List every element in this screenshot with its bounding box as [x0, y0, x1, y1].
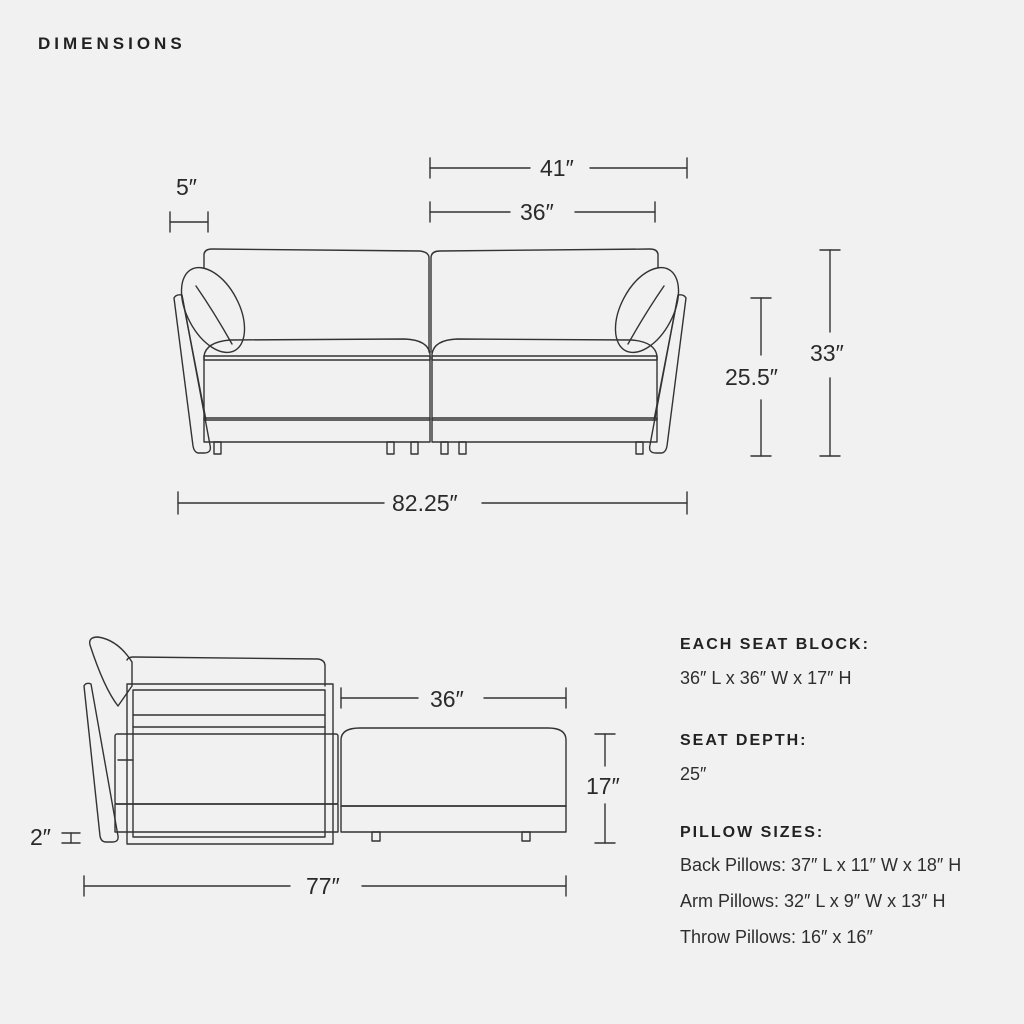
spec-line: 25″ [680, 764, 707, 784]
ottoman-width-label: 36″ [430, 686, 464, 712]
arm-width-label: 5″ [176, 174, 197, 200]
front-view-dimension-lines [170, 155, 840, 514]
total-width-label: 82.25″ [392, 490, 458, 516]
spec-heading: EACH SEAT BLOCK: [680, 636, 870, 653]
spec-line: Arm Pillows: 32″ L x 9″ W x 13″ H [680, 891, 946, 911]
seat-height-label: 25.5″ [725, 364, 778, 390]
total-depth-label: 77″ [306, 873, 340, 899]
seat-width-label: 36″ [520, 199, 554, 225]
seat-block-height-label: 17″ [586, 773, 620, 799]
spec-seat-block [680, 636, 870, 689]
spec-line: Back Pillows: 37″ L x 11″ W x 18″ H [680, 855, 962, 875]
module-width-label: 41″ [540, 155, 574, 181]
clearance-label: 2″ [30, 824, 51, 850]
front-view-sofa [168, 249, 691, 454]
spec-line: Throw Pillows: 16″ x 16″ [680, 927, 873, 947]
total-height-label: 33″ [810, 340, 844, 366]
spec-pillow-sizes [680, 824, 961, 948]
page-title: DIMENSIONS [38, 34, 186, 53]
spec-heading: SEAT DEPTH: [680, 732, 808, 749]
spec-seat-depth [680, 732, 807, 785]
spec-heading: PILLOW SIZES: [680, 824, 825, 841]
spec-line: 36″ L x 36″ W x 17″ H [680, 668, 852, 688]
side-view-sofa [84, 637, 566, 844]
